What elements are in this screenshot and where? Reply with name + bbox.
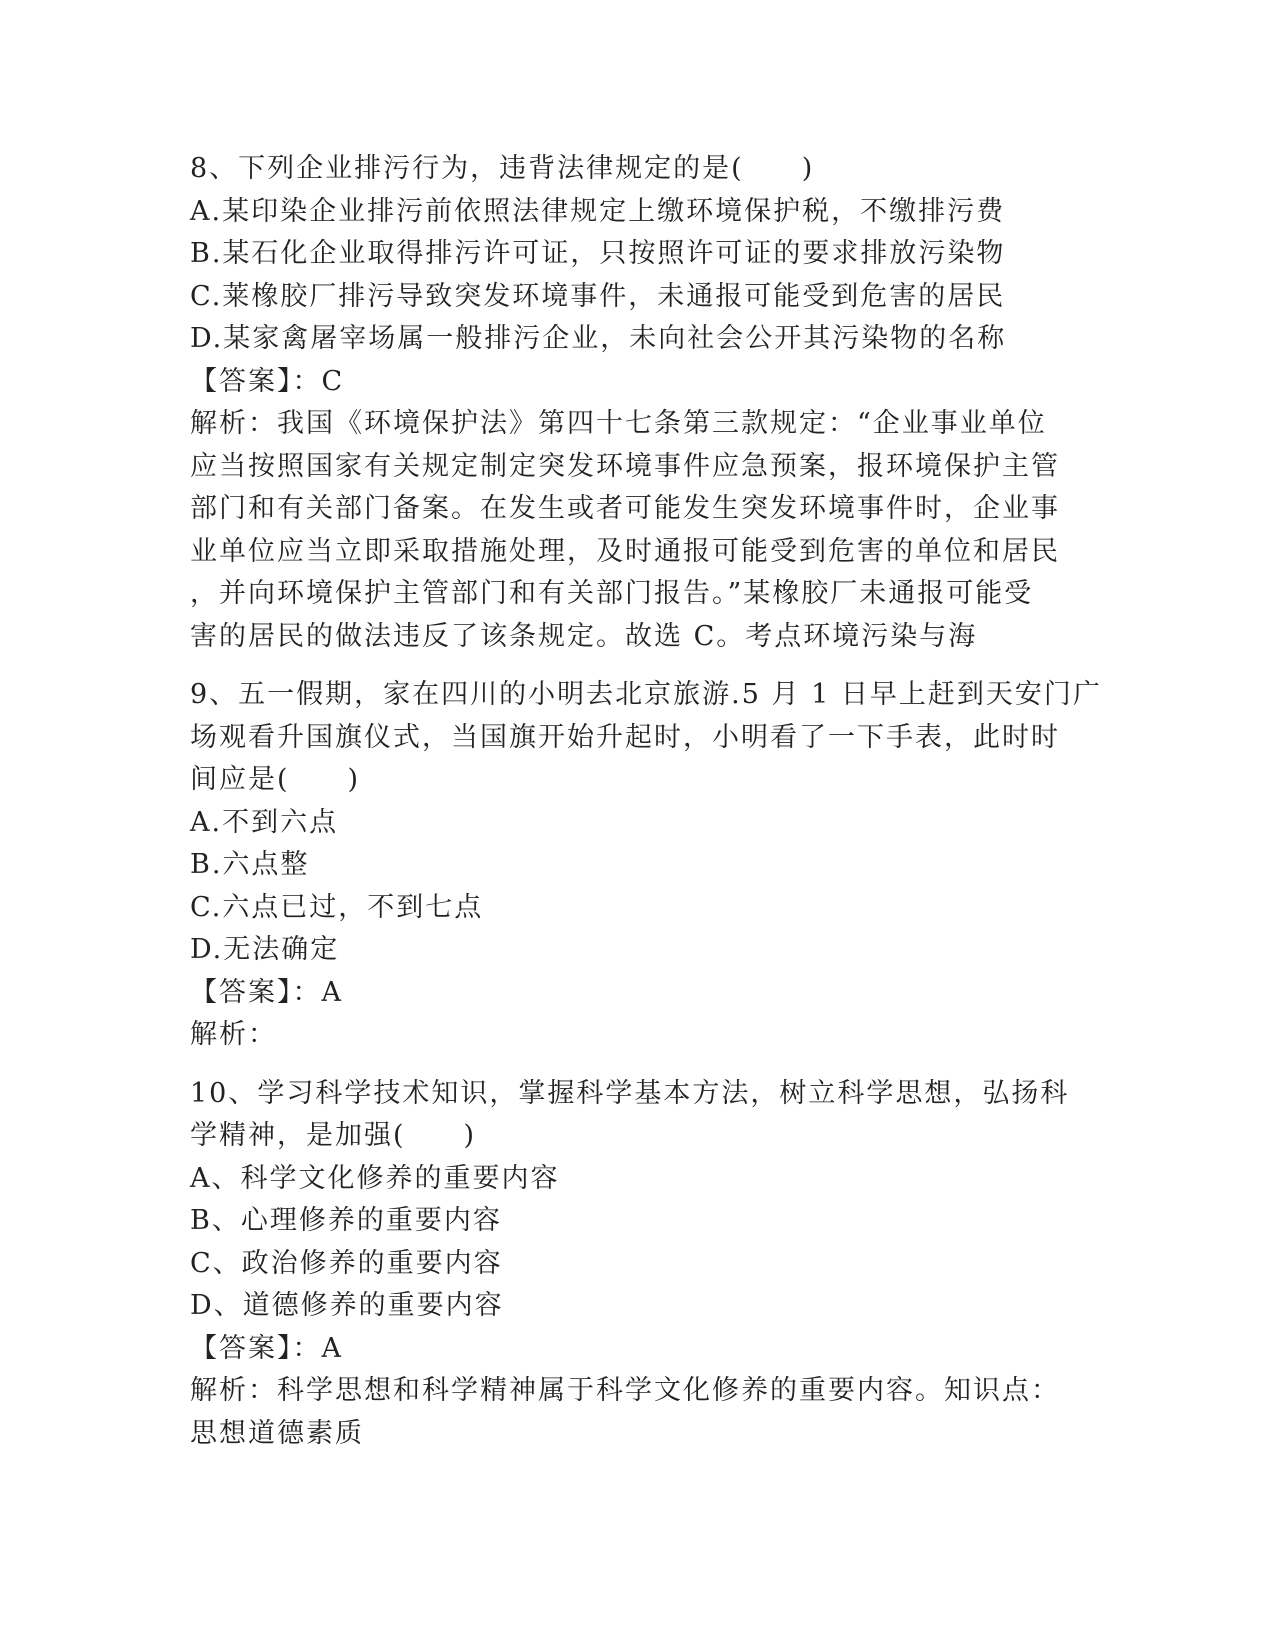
option-d: D.无法确定 xyxy=(190,934,340,965)
question-8 xyxy=(190,148,1090,658)
analysis-line: 思想道德素质 xyxy=(190,1417,364,1449)
analysis-line: 应当按照国家有关规定制定突发环境事件应急预案，报环境保护主管 xyxy=(190,450,1060,482)
question-stem: 间应是( ) xyxy=(190,764,361,795)
question-stem: 学精神，是加强( ) xyxy=(190,1120,477,1151)
option-d: D、道德修养的重要内容 xyxy=(190,1290,504,1321)
analysis-line: 业单位应当立即采取措施处理，及时通报可能受到危害的单位和居民 xyxy=(190,535,1060,567)
analysis-line: 害的居民的做法违反了该条规定。故选 C。考点环境污染与海 xyxy=(190,620,978,652)
answer-line: 【答案】：A xyxy=(190,1332,343,1364)
option-c: C.六点已过，不到七点 xyxy=(190,891,484,923)
question-9 xyxy=(190,674,1102,1057)
answer-line: 【答案】：C xyxy=(190,365,345,397)
question-10 xyxy=(190,1073,1090,1456)
option-a: A、科学文化修养的重要内容 xyxy=(190,1162,560,1194)
question-stem: 8、下列企业排污行为，违背法律规定的是( ) xyxy=(190,153,815,184)
option-b: B.六点整 xyxy=(190,849,310,880)
option-c: C、政治修养的重要内容 xyxy=(190,1247,503,1279)
analysis-line: 解析：我国《环境保护法》第四十七条第三款规定：“企业事业单位 xyxy=(190,408,1047,439)
question-stem: 9、五一假期，家在四川的小明去北京旅游.5 月 1 日早上赶到天安门广 xyxy=(190,679,1102,710)
option-a: A.不到六点 xyxy=(190,806,339,838)
question-stem: 10、学习科学技术知识，掌握科学基本方法，树立科学思想，弘扬科 xyxy=(190,1077,1070,1109)
answer-line: 【答案】：A xyxy=(190,976,343,1008)
option-a: A.某印染企业排污前依照法律规定上缴环境保护税，不缴排污费 xyxy=(190,195,1006,227)
question-stem: 场观看升国旗仪式，当国旗开始升起时，小明看了一下手表，此时时 xyxy=(190,721,1060,753)
option-b: B.某石化企业取得排污许可证，只按照许可证的要求排放污染物 xyxy=(190,238,1006,269)
analysis-line: 解析：科学思想和科学精神属于科学文化修养的重要内容。知识点： xyxy=(190,1375,1060,1406)
option-d: D.某家禽屠宰场属一般排污企业，未向社会公开其污染物的名称 xyxy=(190,323,1007,354)
document-content xyxy=(190,148,1102,1455)
analysis-line: 解析： xyxy=(190,1019,277,1050)
option-c: C.莱橡胶厂排污导致突发环境事件，未通报可能受到危害的居民 xyxy=(190,280,1006,312)
option-b: B、心理修养的重要内容 xyxy=(190,1205,502,1236)
analysis-line: 部门和有关部门备案。在发生或者可能发生突发环境事件时，企业事 xyxy=(190,493,1060,524)
analysis-line: ，并向环境保护主管部门和有关部门报告。”某橡胶厂未通报可能受 xyxy=(190,578,1034,609)
